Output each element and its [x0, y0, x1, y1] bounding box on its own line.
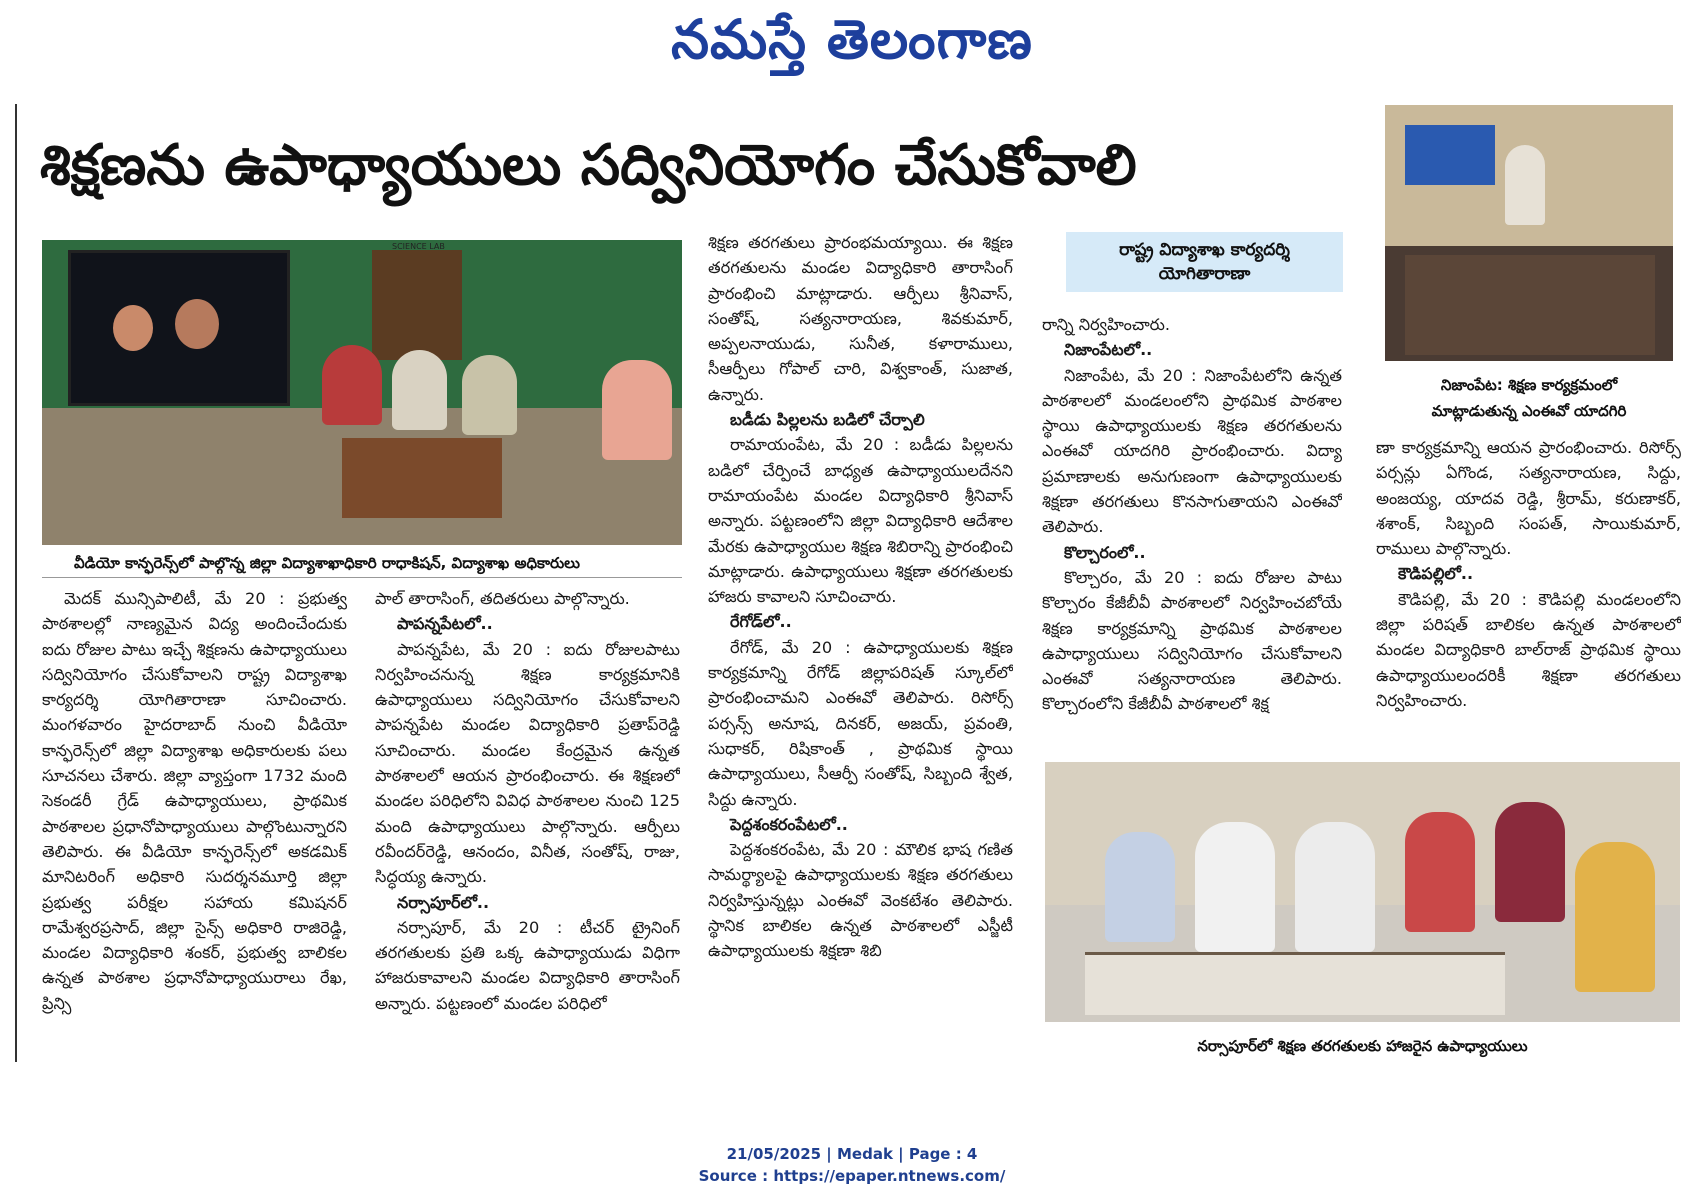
column-2-subhead-2: నర్సాపూర్‌లో.. — [397, 892, 490, 912]
column-3-subhead-2: రేగోడ్‌లో.. — [730, 612, 792, 632]
column-4 — [1042, 312, 1342, 747]
column-2-paragraph-1: పాల్ తారాసింగ్, తదితరులు పాల్గొన్నారు. — [375, 589, 630, 608]
highlight-line-2: యోగితారాణా — [1158, 264, 1251, 284]
column-5-subhead-1: కౌడిపల్లిలో.. — [1398, 564, 1474, 584]
footer-source: Source : https://epaper.ntnews.com/ — [698, 1167, 1006, 1185]
column-3-paragraph-4: పెద్దశంకరంపేట, మే 20 : మౌలిక భాష గణిత సామర్థ్యాలపై ఉపాధ్యాయులకు శిక్షణ తరగతులు నిర్వహిస్తున్నట్లు ఎంఈవో వెంకటేశం తెలిపారు. స్థానిక బాలికల ఉన్నత పాఠశాలలో ఎస్జీటీ ఉపాధ్యాయులకు శిక్షణా శిబి — [708, 840, 1013, 961]
column-3 — [708, 230, 1013, 1061]
column-4-paragraph-1: రాన్ని నిర్వహించారు. — [1042, 315, 1171, 334]
main-photo-caption: వీడియో కాన్ఫరెన్స్‌లో పాల్గొన్న జిల్లా విద్యాశాఖాధికారి రాధాకిషన్, విద్యాశాఖ అధికారులు — [74, 554, 580, 572]
caption-rule — [42, 577, 682, 578]
banner — [1405, 125, 1495, 185]
bottom-photo — [1045, 762, 1680, 1022]
column-5-paragraph-2: కౌడిపల్లి, మే 20 : కౌడిపల్లి మండలంలోని జిల్లా పరిషత్ బాలికల ఉన్నత పాఠశాలలో మండల విద్యాధికారి బాల్‌రాజ్ ప్రాథమిక స్థాయి ఉపాధ్యాయులందరికీ శిక్షణా తరగతులు నిర్వహించారు. — [1376, 589, 1681, 710]
column-2-paragraph-2: పాపన్నపేట, మే 20 : ఐదు రోజులపాటు నిర్వహించనున్న శిక్షణ కార్యక్రమానికి ఉపాధ్యాయులు సద్వినియోగం చేసుకోవాలని పాపన్నపేట మండల విద్యాధికారి ప్రతాప్‌రెడ్డి సూచించారు. మండల కేంద్రమైన ఉన్నత పాఠశాలలో ఆయన ప్రారంభించారు. ఈ శిక్షణలో మండల పరిధిలోని వివిధ పాఠశాలల నుంచి 125 మంది ఉపాధ్యాయులు పాల్గొన్నారు. ఆర్పీలు రవీందర్‌రెడ్డి, ఆనందం, వినీత, సంతోష్, రాజు, సిద్ధయ్య ఉన్నారు. — [375, 639, 680, 887]
column-4-subhead-2: కొల్చారంలో.. — [1064, 542, 1146, 562]
column-3-subhead-3: పెద్దశంకరంపేటలో.. — [730, 814, 848, 834]
right-photo-caption-2: మాట్లాడుతున్న ఎంఈవో యాదగిరి — [1431, 402, 1627, 420]
main-photo — [42, 240, 682, 545]
footer-date-edition: 21/05/2025 | Medak | Page : 4 — [726, 1145, 978, 1163]
column-3-paragraph-1: శిక్షణ తరగతులు ప్రారంభమయ్యాయి. ఈ శిక్షణ తరగతులను మండల విద్యాధికారి తారాసింగ్ ప్రారంభించి మాట్లాడారు. ఆర్పీలు శ్రీనివాస్, సంతోష్, సత్యనారాయణ, శివకుమార్, అప్పలనాయుడు, సునీత, కళారాములు, సీఆర్పీలు గోపాల్ చారి, విశ్వకాంత్, సుజాత, ఉన్నారు. — [708, 233, 1013, 404]
column-3-paragraph-3: రేగోడ్, మే 20 : ఉపాధ్యాయులకు శిక్షణ కార్యక్రమాన్ని రేగోడ్ జిల్లాపరిషత్ స్కూల్‌లో ప్రారంభించామని ఎంఈవో తెలిపారు. రిసోర్స్ పర్సన్స్ అనూష, దినకర్, అజయ్, ప్రవంతి, సుధాకర్, రిషికాంత్ , ప్రాథమిక స్థాయి ఉపాధ్యాయులు, సీఆర్పీ సంతోష్, సిబ్బంది శ్వేత, సిద్దు ఉన్నారు. — [708, 637, 1013, 809]
column-4-paragraph-3: కొల్చారం, మే 20 : ఐదు రోజుల పాటు కొల్చారం కేజీబీవీ పాఠశాలలో నిర్వహించబోయే శిక్షణ కార్యక్రమాన్ని ప్రాథమిక పాఠశాలల ఉపాధ్యాయులు సద్వినియోగం చేసుకోవాలని ఎంఈవో సత్యనారాయణ తెలిపారు. కొల్చారంలోని కేజీబీవీ పాఠశాలలో శిక్ష — [1042, 567, 1342, 714]
masthead-logo: నమస్తే తెలంగాణ — [671, 8, 1033, 71]
column-2-subhead-1: పాపన్నపేటలో.. — [397, 614, 493, 634]
column-4-paragraph-2: నిజాంపేట, మే 20 : నిజాంపేటలోని ఉన్నత పాఠశాలలో మండలంలోని ప్రాథమిక పాఠశాల స్థాయి ఉపాధ్యాయులకు శిక్షణ తరగతులను ఎంఈవో యాదగిరి ప్రారంభించారు. విద్యా ప్రమాణాలకు అనుగుణంగా ఉపాధ్యాయులకు శిక్షణా తరగతులు కొనసాగుతాయని ఎంఈవో తెలిపారు. — [1042, 365, 1342, 537]
column-2-paragraph-3: నర్సాపూర్, మే 20 : టీచర్ ట్రైనింగ్ తరగతులకు ప్రతి ఒక్క ఉపాధ్యాయుడు విధిగా హాజరుకావాలని మండల విద్యాధికారి తారాసింగ్ అన్నారు. పట్టణంలో మండల పరిధిలో — [375, 917, 680, 1013]
right-photo-caption-1: నిజాంపేట: శిక్షణ కార్యక్రమంలో — [1440, 376, 1618, 394]
highlight-box — [1066, 232, 1343, 292]
column-4-subhead-1: నిజాంపేటలో.. — [1064, 340, 1153, 360]
highlight-line-1: రాష్ట్ర విద్యాశాఖ కార్యదర్శి — [1119, 240, 1290, 260]
desk — [342, 438, 502, 518]
right-photo — [1385, 105, 1673, 361]
lab-door — [372, 250, 462, 360]
bench — [1085, 952, 1505, 1015]
column-1 — [42, 586, 347, 1061]
column-1-paragraph: మెదక్ మున్సిపాలిటీ, మే 20 : ప్రభుత్వ పాఠశాలల్లో నాణ్యమైన విద్య అందించేందుకు ఐదు రోజుల పాటు ఇచ్చే శిక్షణను ఉపాధ్యాయులు సద్వినియోగం చేసుకోవాలని రాష్ట్ర విద్యాశాఖ కార్యదర్శి యోగితారాణా సూచించారు. మంగళవారం హైదరాబాద్ నుంచి వీడియో కాన్ఫరెన్స్‌లో జిల్లా విద్యాశాఖ అధికారులకు పలు సూచనలు చేశారు. జిల్లా వ్యాప్తంగా 1732 మంది సెకండరీ గ్రేడ్ ఉపాధ్యాయులు, ప్రాథమిక పాఠశాలల ప్రధానోపాధ్యాయులు పాల్గొంటున్నారని తెలిపారు. ఈ వీడియో కాన్ఫరెన్స్‌లో అకడమిక్ మానిటరింగ్ అధికారి సుదర్శనమూర్తి జిల్లా ప్రభుత్వ పరీక్షల సహాయ కమిషనర్ రామేశ్వరప్రసాద్, జిల్లా సైన్స్ అధికారి రాజిరెడ్డి, మండల విద్యాధికారి శంకర్, ప్రభుత్వ బాలికల ఉన్నత పాఠశాల ప్రధానోపాధ్యాయురాలు రేఖ, ప్రిన్సి — [42, 589, 347, 1013]
column-5-paragraph-1: ణా కార్యక్రమాన్ని ఆయన ప్రారంభించారు. రిసోర్స్ పర్సన్లు ఏగొండ, సత్యనారాయణ, సిద్దు, అంజయ్య, యాదవ రెడ్డి, శ్రీరామ్, కరుణాకర్, శశాంక్, సిబ్బంది సంపత్, సాయికుమార్, రాములు పాల్గొన్నారు. — [1376, 438, 1681, 559]
bottom-photo-caption: నర్సాపూర్‌లో శిక్షణ తరగతులకు హాజరైన ఉపాధ్యాయులు — [1197, 1037, 1528, 1055]
lab-label: SCIENCE LAB — [392, 242, 445, 251]
column-2 — [375, 586, 680, 1061]
headline: శిక్షణను ఉపాధ్యాయులు సద్వినియోగం చేసుకోవాలి — [40, 133, 1137, 198]
column-3-subhead-1: బడీడు పిల్లలను బడిలో చేర్పాలి — [730, 410, 925, 430]
column-3-paragraph-2: రామాయంపేట, మే 20 : బడీడు పిల్లలను బడిలో చేర్పించే బాధ్యత ఉపాధ్యాయులదేనని రామాయంపేట మండల విద్యాధికారి శ్రీనివాస్ అన్నారు. పట్టణంలోని జిల్లా విద్యాధికారి ఆదేశాల మేరకు ఉపాధ్యాయుల శిక్షణ శిబిరాన్ని ప్రారంభించి మాట్లాడారు. ఉపాధ్యాయులు శిక్షణా తరగతులకు హాజరు కావాలని సూచించారు. — [708, 435, 1013, 607]
left-rule — [15, 104, 17, 1062]
video-screen — [68, 250, 290, 406]
column-5 — [1376, 435, 1681, 735]
